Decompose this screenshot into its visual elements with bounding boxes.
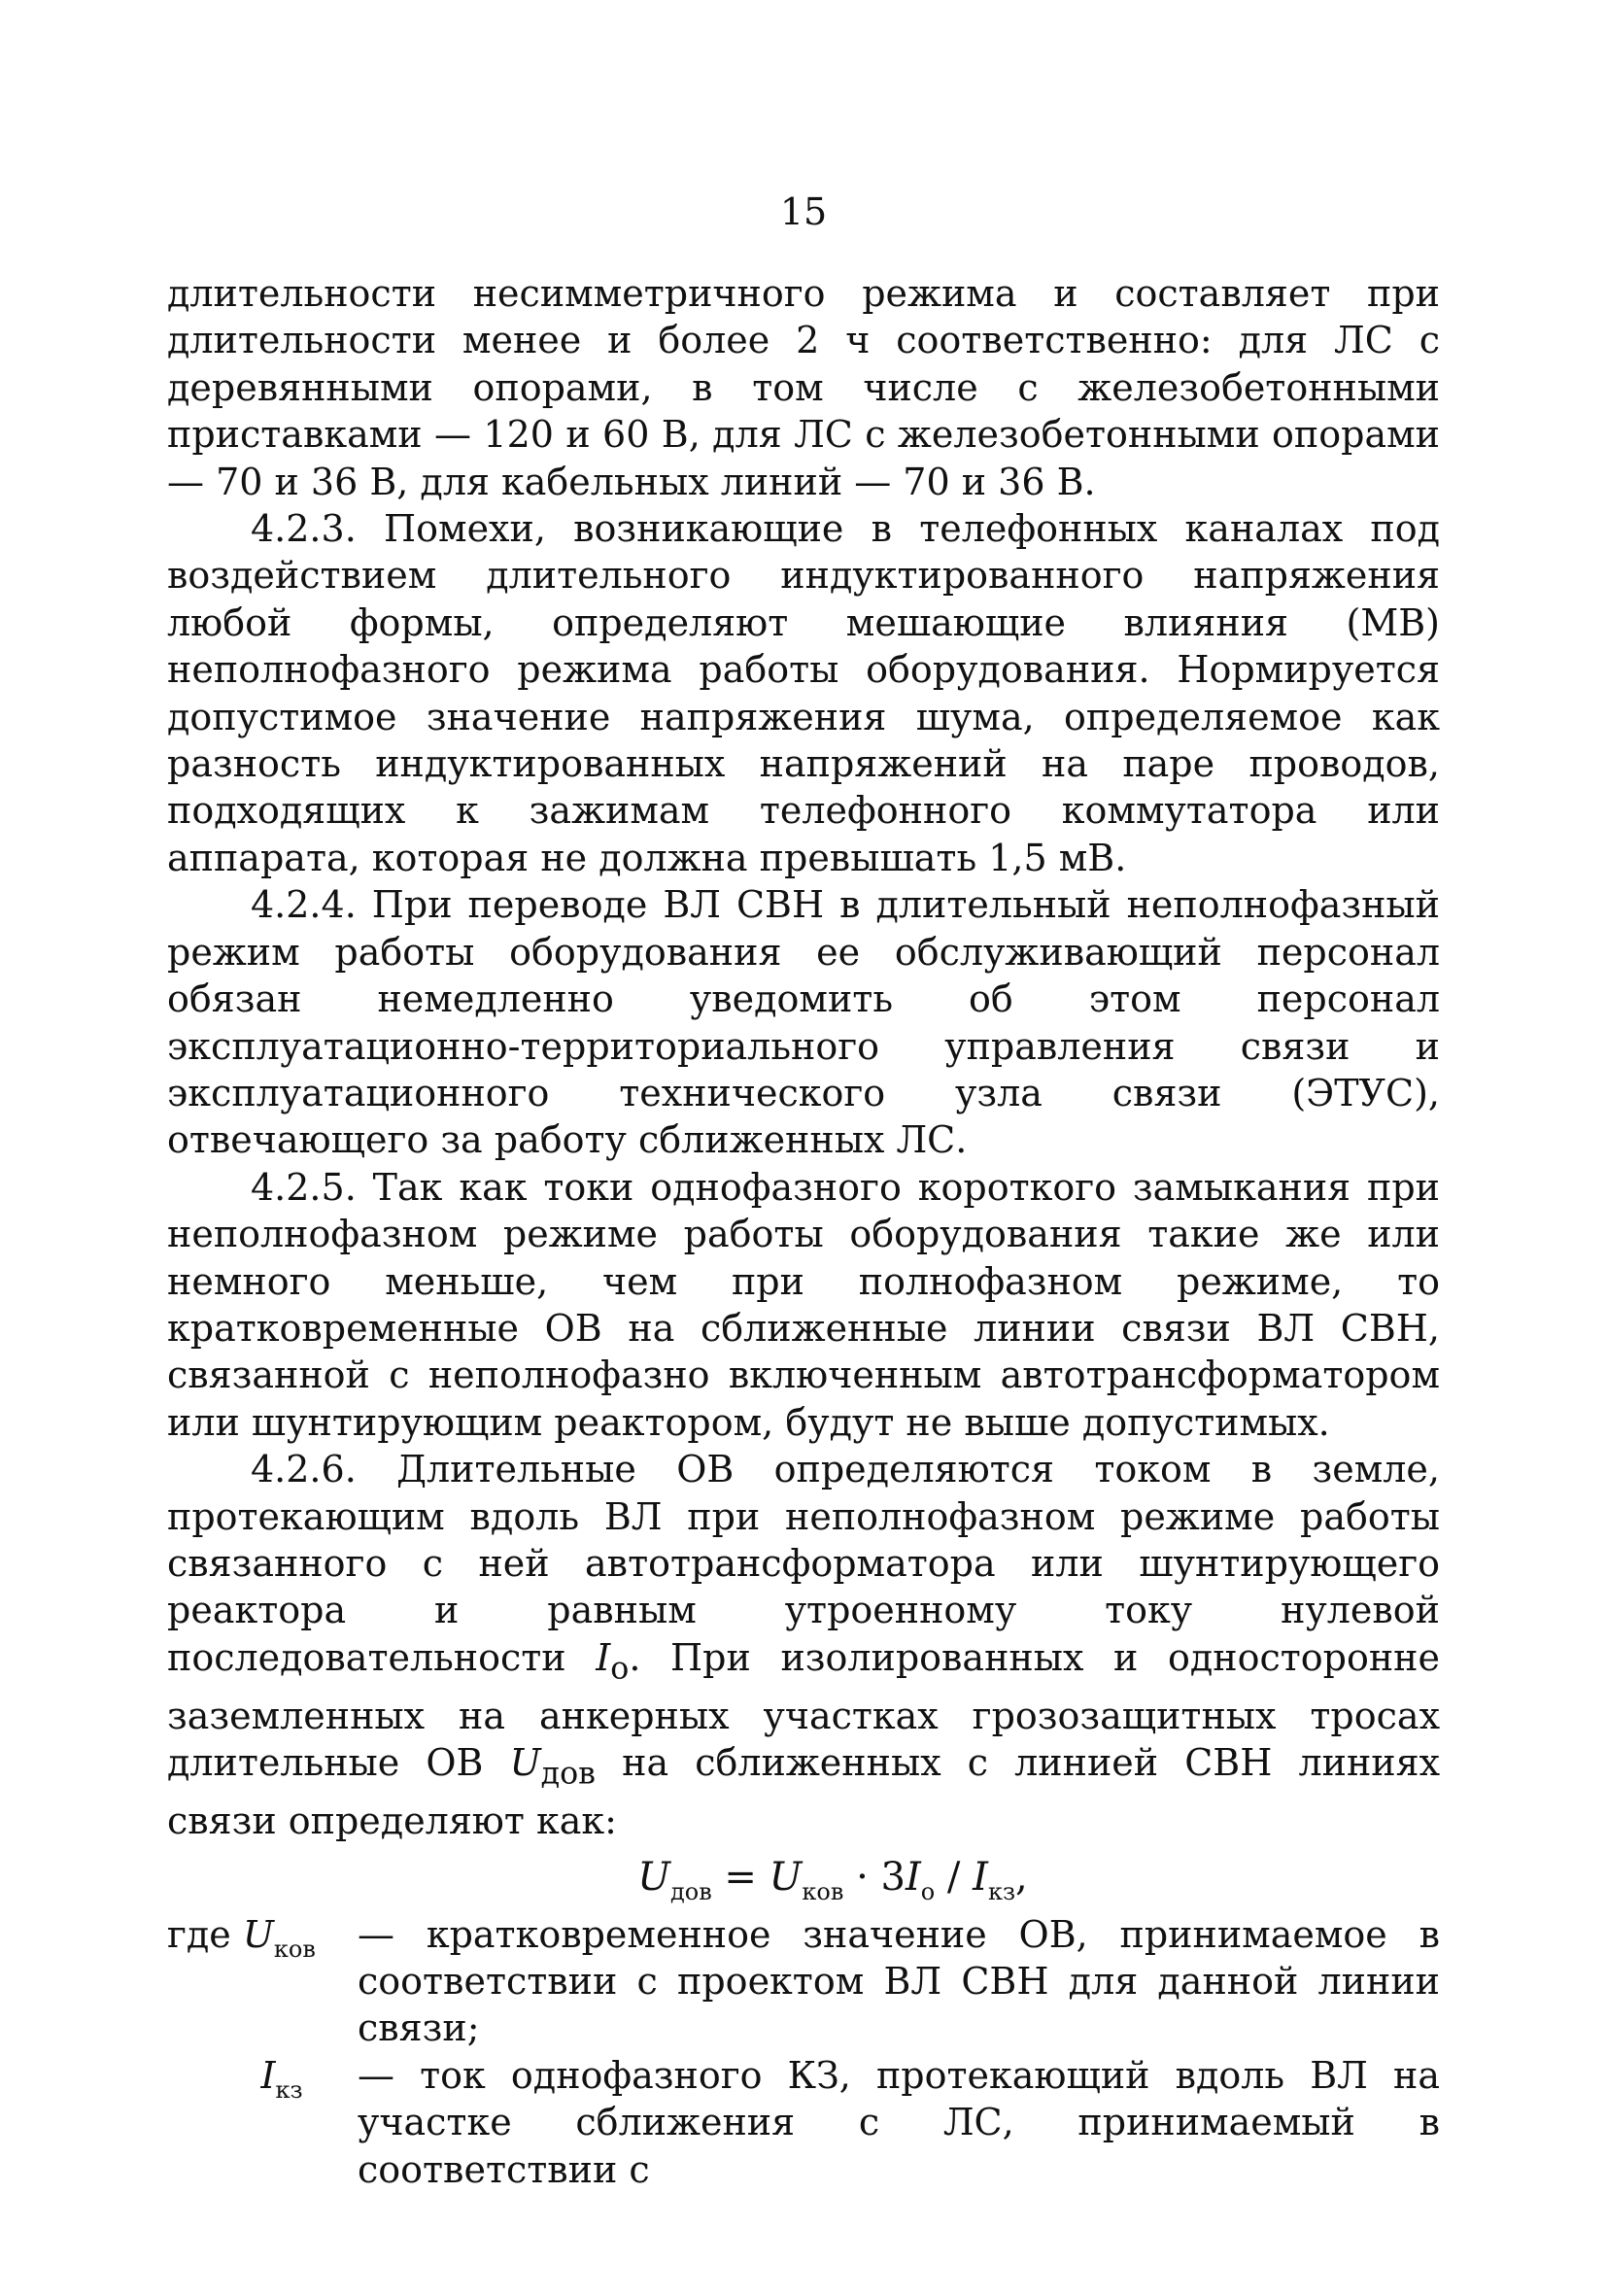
paragraph-4-2-6-part1: 4.2.6. Длительные ОВ определяются током в земле, протекающим вдоль ВЛ при неполнофазном режиме работы связанного с ней автотрансформатора или шунтирующего реактора и равным утроенному току нулевой последовательности [167,1448,1440,1679]
definition-text: — кратковременное значение ОВ, принимаемое в соответствии с проектом ВЛ СВН для данной линии связи; [358,1912,1440,2050]
definitions-list [167,1911,1440,2193]
zero-sequence-subscript: о [610,1651,630,1687]
formula-sub-o: о [920,1877,936,1905]
definition-i-kz [167,2052,1440,2193]
paragraph-4-2-6-part2: . При изолированных и односторонне заземленных на анкерных участках грозозащитных тросах длительные ОВ [167,1635,1440,1785]
definition-prefix: где [167,1912,243,1956]
definition-var: I [260,2053,276,2097]
continuation-paragraph: длительности несимметричного режима и составляет при длительности менее и более 2 ч соответственно: для ЛС с деревянными опорами, в том числе с железобетонными приставками — 120 и 60 В, для ЛС с железобетонными опорами — 70 и 36 В, для кабельных линий — 70 и 36 В. [167,272,1440,503]
definition-var: U [242,1912,274,1956]
paragraph-4-2-4: 4.2.4. При переводе ВЛ СВН в длительный неполнофазный режим работы оборудования ее обслуживающий персонал обязан немедленно уведомить об этом персонал эксплуатационно-территориального управления связи и эксплуатационного технического узла связи (ЭТУС), отвечающего за работу сближенных ЛС. [167,883,1440,1162]
body-text [167,270,1440,2193]
formula-i-kz: I [973,1854,988,1900]
paragraph-4-2-6 [167,1446,1440,1844]
paragraph-4-2-6-part3: на сближенных с линией СВН линиях связи определяют как: [167,1741,1440,1843]
formula-sub-kov: ков [802,1877,844,1905]
zero-sequence-current-symbol: I [596,1635,611,1679]
formula-multiply: · 3 [843,1854,906,1900]
formula-sub-dov: дов [669,1877,712,1905]
formula-u-dov: U [637,1854,670,1900]
definition-term [167,2052,358,2193]
long-term-voltage-symbol: U [509,1741,541,1785]
formula-equals: = [711,1854,769,1900]
formula-i-o: I [905,1854,921,1900]
formula [167,1845,1440,1909]
paragraph-4-2-3: 4.2.3. Помехи, возникающие в телефонных каналах под воздействием длительного индуктированного напряжения любой формы, определяют мешающие влияния (МВ) неполнофазного режима работы оборудования. Нормируется допустимое значение напряжения шума, определяемое как разность индуктированных напряжений на паре проводов, подходящих к зажимам телефонного коммутатора или аппарата, которая не должна превышать 1,5 мВ. [167,507,1440,879]
paragraph-4-2-5: 4.2.5. Так как токи однофазного короткого замыкания при неполнофазном режиме работы оборудования такие же или немного меньше, чем при полнофазном режиме, то кратковременные ОВ на сближенные линии связи ВЛ СВН, связанной с неполнофазно включенным автотрансформатором или шунтирующим реактором, будут не выше допустимых. [167,1165,1440,1444]
definition-sub: ков [273,1935,316,1963]
definition-term [167,1911,358,2052]
definition-u-kov [167,1911,1440,2052]
long-term-voltage-subscript: дов [540,1756,596,1792]
page-number: 15 [779,190,828,233]
definition-text: — ток однофазного КЗ, протекающий вдоль ВЛ на участке сближения с ЛС, принимаемый в соответствии с [358,2053,1440,2191]
formula-u-kov: U [769,1854,803,1900]
formula-sub-kz: кз [987,1877,1016,1905]
definition-sub: кз [275,2075,303,2104]
formula-end: , [1015,1854,1028,1900]
formula-divide: / [935,1854,974,1900]
